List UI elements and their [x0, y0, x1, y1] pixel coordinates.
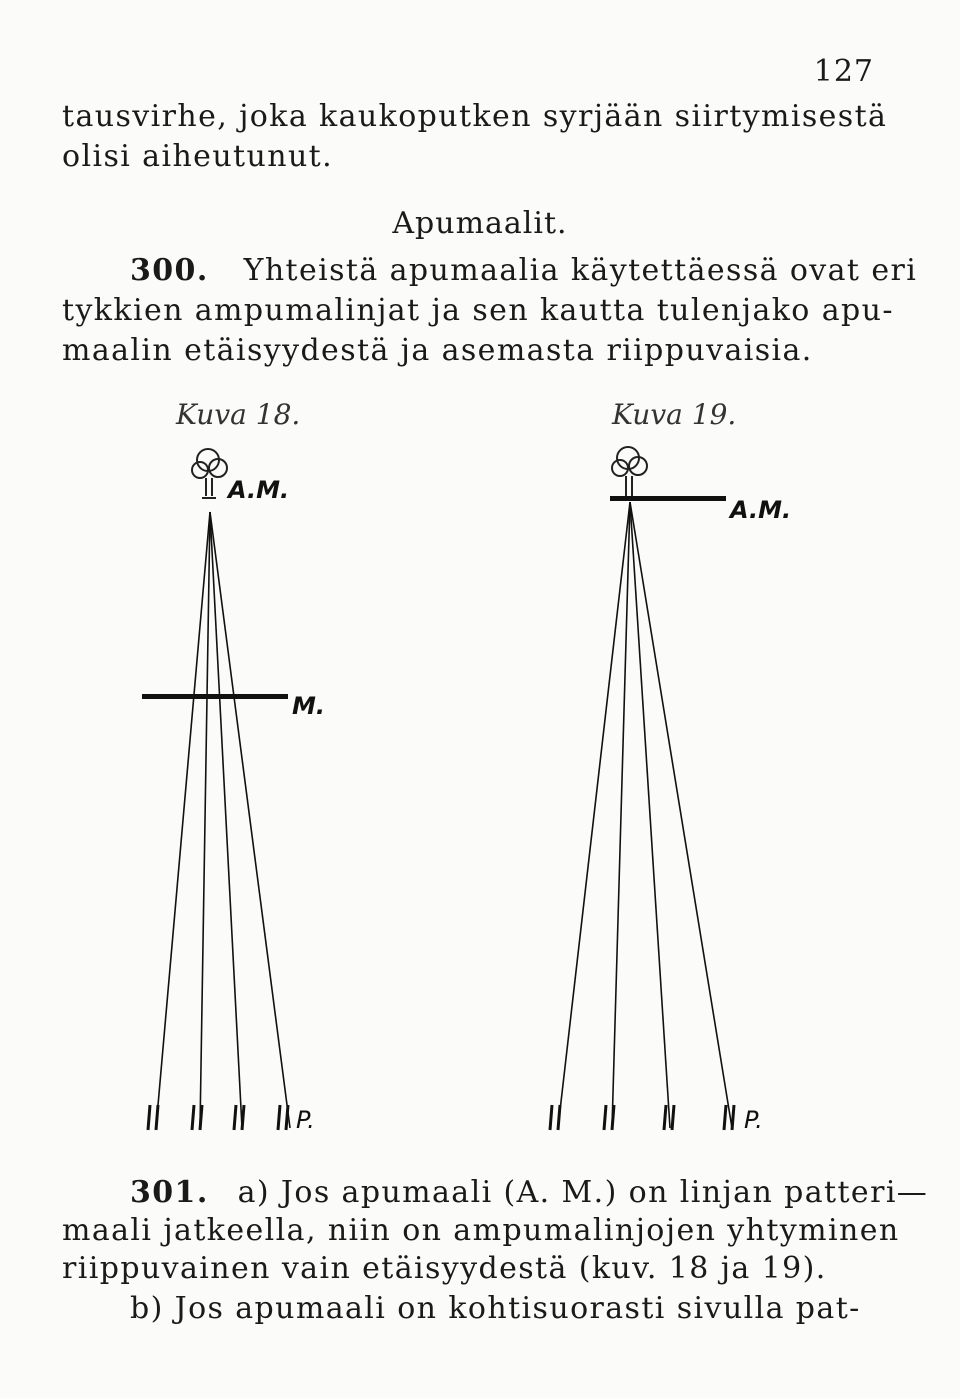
paragraph-300-line	[130, 253, 918, 288]
firing-lines	[558, 502, 732, 1128]
am-label: A.M.	[228, 476, 290, 504]
figure-19-diagram	[520, 440, 820, 1160]
p-label: P.	[744, 1106, 763, 1134]
text-line: maali jatkeella, niin on ampumalinjojen yhtyminen	[62, 1213, 900, 1248]
target-bar-m	[142, 694, 288, 699]
text-line: b) Jos apumaali on kohtisuorasti sivulla pat-	[130, 1291, 861, 1326]
text-line: olisi aiheutunut.	[62, 139, 334, 174]
paragraph-text: Yhteistä apumaalia käytettäessä ovat eri	[243, 253, 918, 288]
paragraph-text: a) Jos apumaali (A. M.) on linjan patteri—	[237, 1175, 929, 1210]
m-label: M.	[292, 692, 325, 720]
tree-icon	[192, 449, 227, 498]
text-line: maalin etäisyydestä ja asemasta riippuvaisia.	[62, 333, 813, 368]
gun-markers	[550, 1105, 734, 1130]
figure-18-caption: Kuva 18.	[176, 398, 301, 431]
tree-icon	[612, 447, 647, 496]
paragraph-number: 300.	[130, 253, 209, 288]
figure-18-diagram	[120, 440, 380, 1160]
firing-lines	[156, 512, 290, 1128]
section-heading: Apumaalit.	[392, 206, 568, 241]
page-number: 127	[813, 54, 874, 89]
figure-19-caption: Kuva 19.	[612, 398, 737, 431]
text-line: riippuvainen vain etäisyydestä (kuv. 18 ja 19).	[62, 1251, 827, 1286]
text-line: tykkien ampumalinjat ja sen kautta tulenjako apu-	[62, 293, 894, 328]
aux-target-bar	[610, 496, 726, 501]
paragraph-number: 301.	[130, 1175, 209, 1210]
paragraph-301-line	[130, 1175, 929, 1210]
p-label: P.	[296, 1106, 315, 1134]
text-line: tausvirhe, joka kaukoputken syrjään siirtymisestä	[62, 99, 888, 134]
am-label: A.M.	[730, 496, 792, 524]
gun-markers	[148, 1105, 288, 1130]
